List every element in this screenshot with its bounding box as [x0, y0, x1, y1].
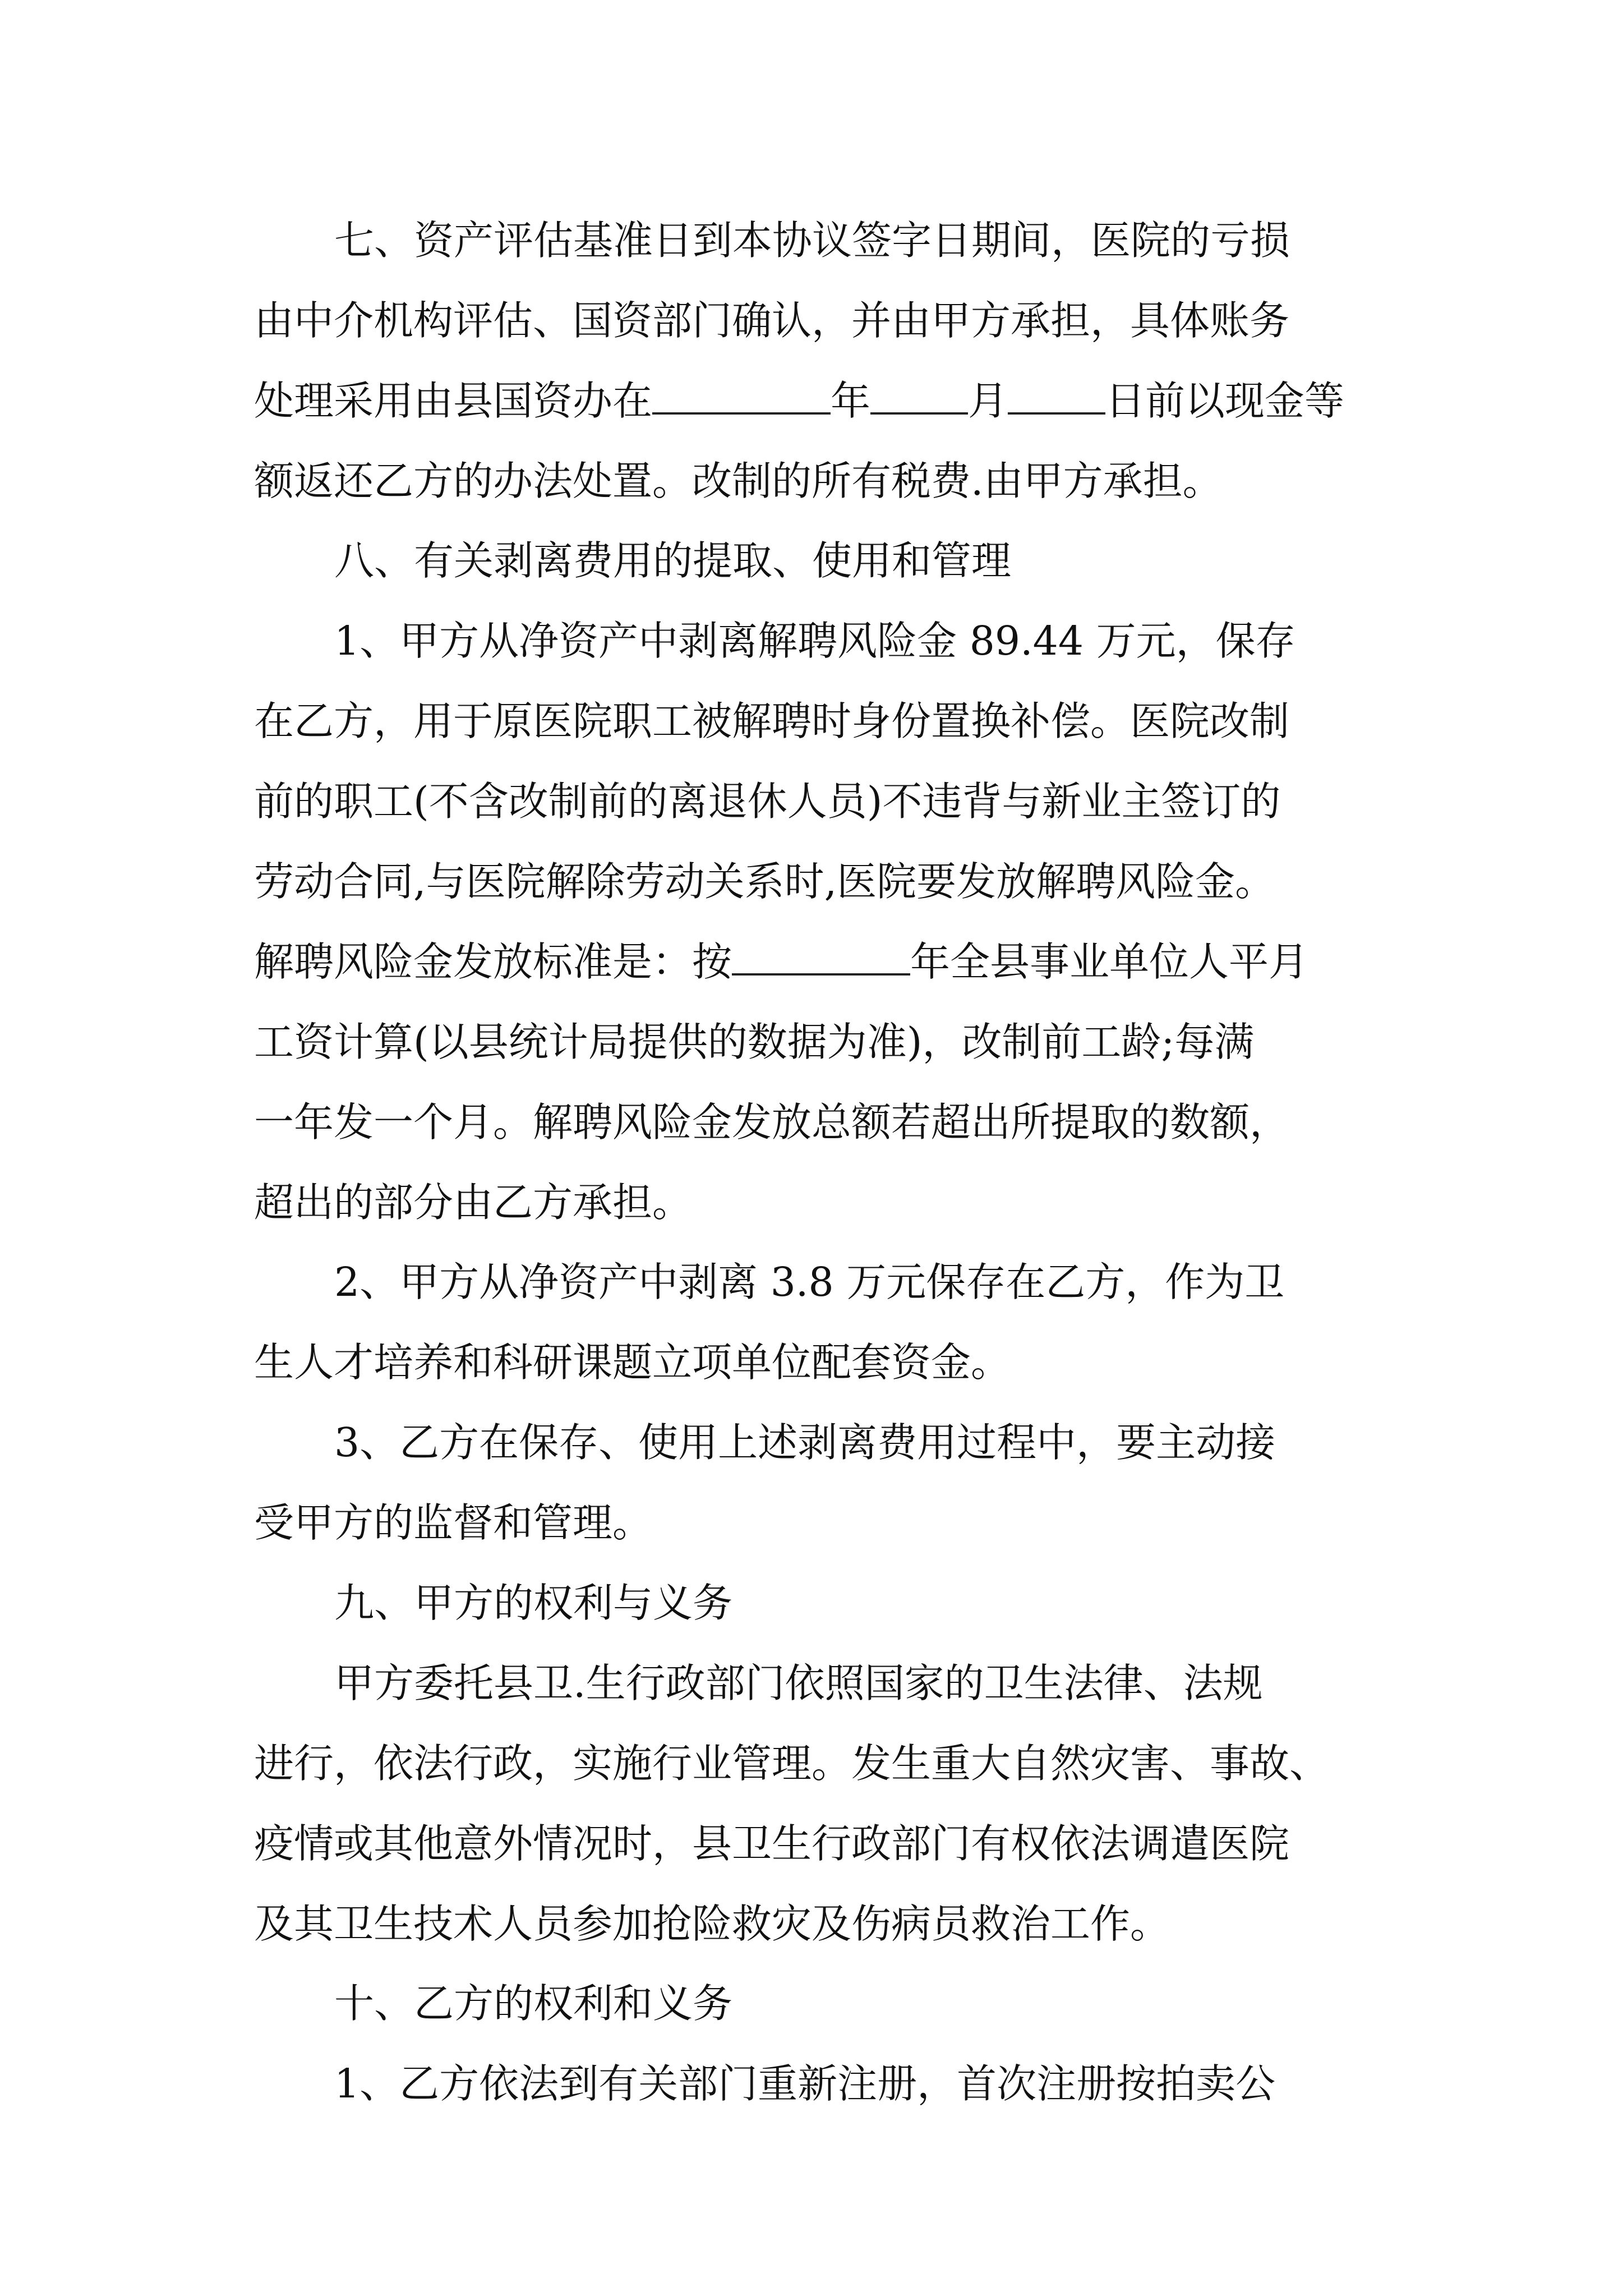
text-line: 生人才培养和科研课题立项单位配套资金。 [254, 1339, 1011, 1386]
fill-in-blank [870, 380, 968, 415]
text-segment: 处理采用由县国资办在 [254, 378, 653, 424]
fill-in-blank [652, 380, 831, 415]
fill-in-blank [1008, 380, 1105, 415]
text-segment: 月 [968, 378, 1008, 424]
text-line: 超出的部分由乙方承担。 [254, 1179, 693, 1226]
text-segment: 年 [831, 378, 871, 424]
text-line: 一年发一个月。解聘风险金发放总额若超出所提取的数额， [254, 1099, 1290, 1145]
text-segment: 解聘风险金发放标准是：按 [254, 938, 732, 985]
fill-in-blank [732, 941, 910, 976]
text-line: 工资计算(以县统计局提供的数据为准)，改制前工龄;每满 [254, 1019, 1255, 1065]
text-line-with-blanks [254, 929, 1454, 995]
text-line: 3、乙方在保存、使用上述剥离费用过程中，要主动接 [334, 1419, 1276, 1466]
text-line: 在乙方，用于原医院职工被解聘时身份置换补偿。医院改制 [254, 698, 1290, 744]
text-segment: 年全县事业单位人平月 [910, 938, 1309, 985]
text-line: 七、资产评估基准日到本协议签字日期间，医院的亏损 [334, 217, 1290, 264]
text-line: 劳动合同,与医院解除劳动关系时,医院要发放解聘风险金。 [254, 858, 1275, 905]
text-line: 1、乙方依法到有关部门重新注册，首次注册按拍卖公 [334, 2060, 1276, 2107]
text-segment: 日前以现金等 [1105, 378, 1345, 424]
text-line: 前的职工(不含改制前的离退休人员)不违背与新业主签订的 [254, 778, 1281, 825]
text-line: 及其卫生技术人员参加抢险救灾及伤病员救治工作。 [254, 1901, 1170, 1947]
text-line: 进行，依法行政，实施行业管理。发生重大自然灾害、事故、 [254, 1740, 1330, 1787]
text-line: 1、甲方从净资产中剥离解聘风险金 89.44 万元，保存 [334, 618, 1295, 664]
section-heading: 八、有关剥离费用的提取、使用和管理 [334, 537, 1012, 584]
text-line: 由中介机构评估、国资部门确认，并由甲方承担，具体账务 [254, 297, 1290, 344]
text-line: 疫情或其他意外情况时，县卫生行政部门有权依法调遣医院 [254, 1820, 1290, 1867]
section-heading: 九、甲方的权利与义务 [334, 1580, 733, 1626]
section-heading: 十、乙方的权利和义务 [334, 1980, 733, 2027]
text-line: 2、甲方从净资产中剥离 3.8 万元保存在乙方，作为卫 [334, 1259, 1285, 1305]
text-line: 额返还乙方的办法处置。改制的所有税费.由甲方承担。 [254, 458, 1223, 504]
text-line-with-blanks [254, 368, 1454, 434]
text-line: 甲方委托县卫.生行政部门依照国家的卫生法律、法规 [334, 1660, 1263, 1706]
text-line: 受甲方的监督和管理。 [254, 1499, 653, 1546]
